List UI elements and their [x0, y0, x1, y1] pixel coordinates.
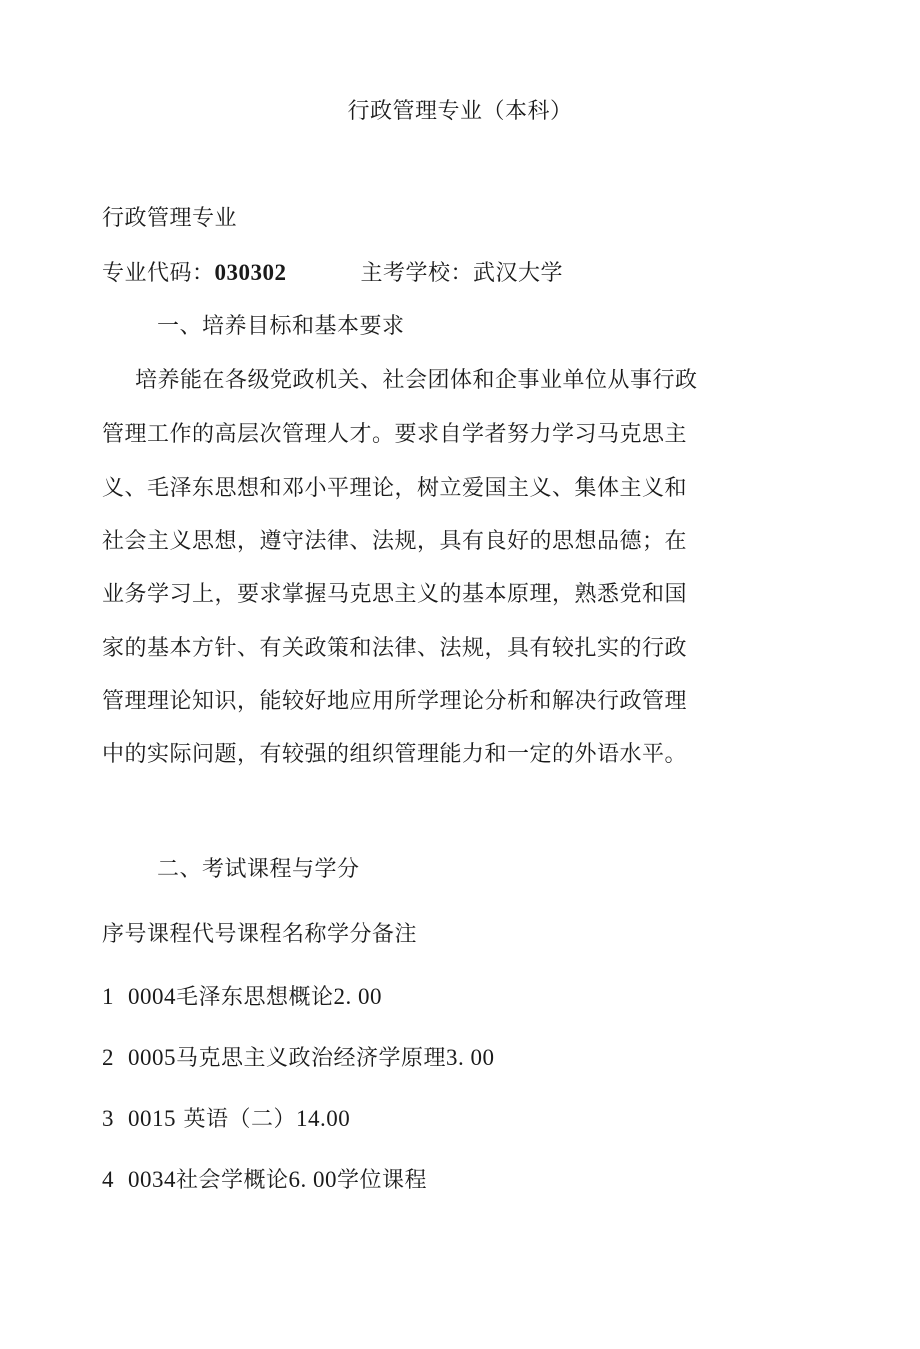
course-credits: 2. 00	[333, 984, 383, 1009]
course-name: 毛泽东思想概论	[176, 985, 334, 1010]
paragraph-line: 家的基本方针、有关政策和法律、法规，具有较扎实的行政	[102, 636, 688, 661]
paragraph-line: 管理理论知识，能较好地应用所学理论分析和解决行政管理	[102, 689, 688, 714]
paragraph-line: 培养能在各级党政机关、社会团体和企事业单位从事行政	[135, 368, 698, 393]
major-code-value: 030302	[214, 260, 287, 285]
page-title: 行政管理专业（本科）	[347, 99, 573, 124]
section-heading-goals: 一、培养目标和基本要求	[157, 314, 405, 339]
course-name: 英语（二）	[176, 1107, 296, 1132]
paragraph-line: 业务学习上，要求掌握马克思主义的基本原理，熟悉党和国	[102, 582, 688, 607]
course-code: 0005	[128, 1045, 176, 1070]
course-credits: 6. 00	[288, 1167, 338, 1192]
course-index: 3	[102, 1106, 114, 1131]
major-meta	[102, 258, 563, 289]
major-code-label: 专业代码：	[102, 261, 215, 286]
course-name: 社会学概论	[176, 1168, 289, 1193]
course-row	[102, 982, 382, 1013]
paragraph-line: 义、毛泽东思想和邓小平理论，树立爱国主义、集体主义和	[102, 476, 688, 501]
course-row	[102, 1043, 495, 1074]
course-credits: 14.00	[296, 1106, 351, 1131]
paragraph-line: 管理工作的高层次管理人才。要求自学者努力学习马克思主	[102, 422, 688, 447]
course-code: 0015	[128, 1106, 176, 1131]
exam-school: 主考学校：武汉大学	[360, 261, 564, 286]
course-row	[102, 1104, 350, 1135]
course-index: 1	[102, 984, 114, 1009]
course-name: 马克思主义政治经济学原理	[176, 1046, 447, 1071]
course-code: 0034	[128, 1167, 176, 1192]
course-code: 0004	[128, 984, 176, 1009]
course-row	[102, 1165, 427, 1196]
section-heading-courses: 二、考试课程与学分	[157, 857, 360, 882]
course-note: 学位课程	[337, 1168, 428, 1193]
paragraph-line: 中的实际问题，有较强的组织管理能力和一定的外语水平。	[102, 742, 688, 767]
paragraph-line: 社会主义思想，遵守法律、法规，具有良好的思想品德；在	[102, 529, 688, 554]
course-index: 4	[102, 1167, 114, 1192]
course-credits: 3. 00	[446, 1045, 495, 1070]
course-table-header: 序号课程代号课程名称学分备注	[102, 922, 418, 947]
course-index: 2	[102, 1045, 114, 1070]
major-name: 行政管理专业	[102, 206, 238, 231]
